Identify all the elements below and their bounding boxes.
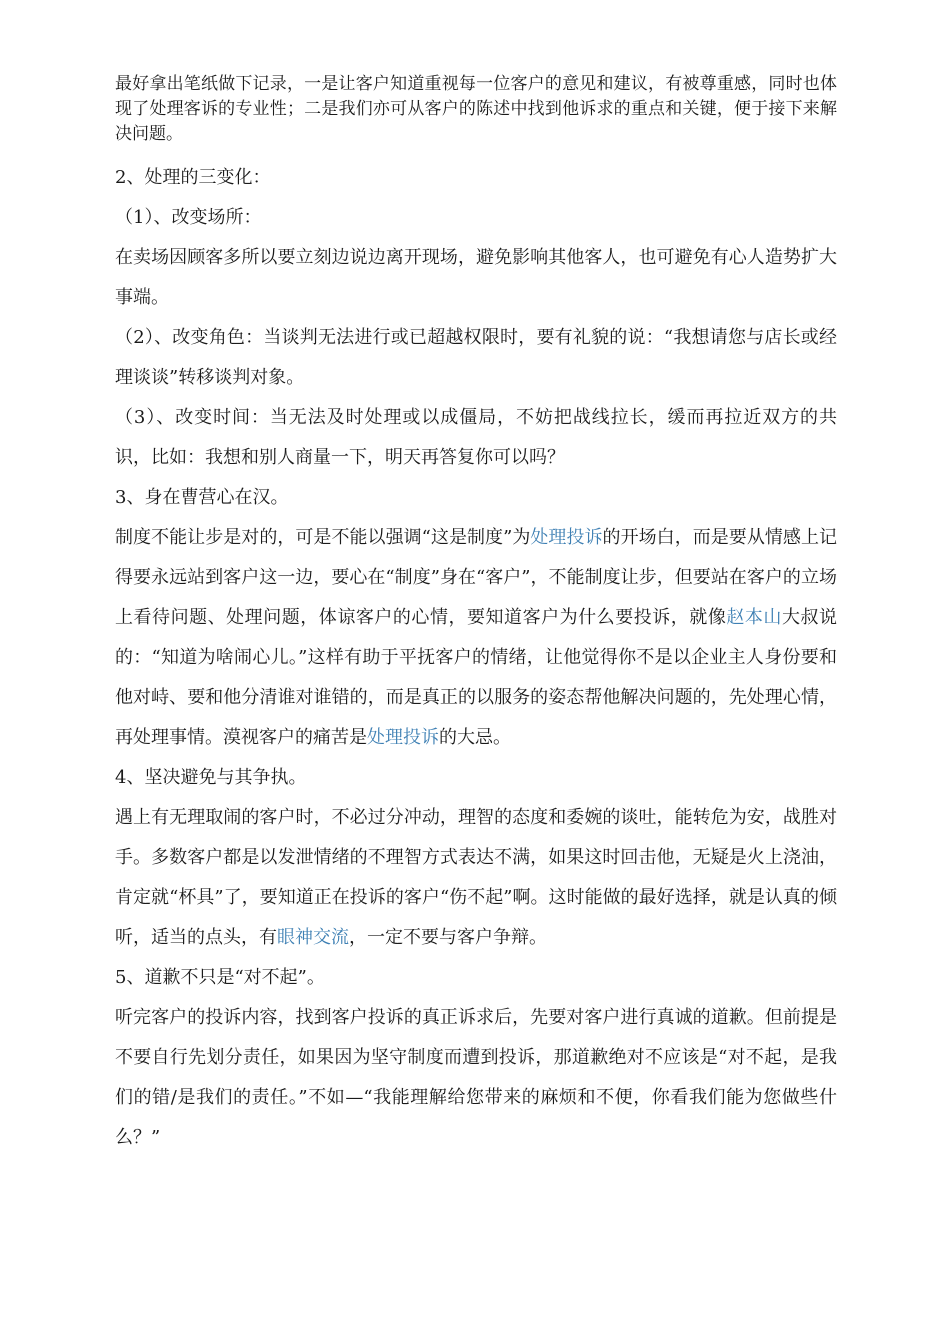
- link-complaint-handling-2[interactable]: 处理投诉: [367, 727, 439, 748]
- link-eye-contact[interactable]: 眼神交流: [277, 927, 349, 948]
- section-2-item-3: （3）、改变时间：当无法及时处理或以成僵局，不妨把战线拉长，缓而再拉近双方的共识，比如：我想和别人商量一下，明天再答复你可以吗？: [115, 407, 837, 468]
- intro-paragraph: 最好拿出笔纸做下记录，一是让客户知道重视每一位客户的意见和建议，有被尊重感，同时也体现了处理客诉的专业性；二是我们亦可从客户的陈述中找到他诉求的重点和关键，便于接下来解决问题。: [115, 74, 837, 144]
- section-4-heading: 4、坚决避免与其争执。: [115, 767, 307, 788]
- section-3-text-2: 的开场白，而是要从情感上记得要永远站到客户这一边，要心在“制度”身在“客户”，不能制度让步，但要站在客户的立场上看待问题、处理问题，体谅客户的心情，要知道客户为什么要投诉，就像: [115, 527, 838, 628]
- section-2-heading: 2、处理的三变化：: [115, 167, 271, 188]
- section-5-body: 听完客户的投诉内容，找到客户投诉的真正诉求后，先要对客户进行真诚的道歉。但前提是不要自行先划分责任，如果因为坚守制度而遭到投诉，那道歉绝对不应该是“对不起，是我们的错/是我们的责任。”不如—“我能理解给您带来的麻烦和不便，你看我们能为您做些什么？”: [115, 1007, 837, 1148]
- section-4-text-1: 遇上有无理取闹的客户时，不必过分冲动，理智的态度和委婉的谈吐，能转危为安，战胜对手。多数客户都是以发泄情绪的不理智方式表达不满，如果这时回击他，无疑是火上浇油，肯定就“杯具”了，要知道正在投诉的客户“伤不起”啊。这时能做的最好选择，就是认真的倾听，适当的点头，有: [115, 807, 837, 948]
- link-zhao-benshan[interactable]: 赵本山: [726, 607, 782, 628]
- section-2-item-1-body: 在卖场因顾客多所以要立刻边说边离开现场，避免影响其他客人，也可避免有心人造势扩大事端。: [115, 247, 837, 308]
- section-4-body: [115, 798, 837, 958]
- section-3-body: [115, 518, 837, 758]
- section-5-heading: 5、道歉不只是“对不起”。: [115, 967, 325, 988]
- section-3-text-1: 制度不能让步是对的，可是不能以强调“这是制度”为: [115, 527, 531, 548]
- section-3-heading: 3、身在曹营心在汉。: [115, 487, 289, 508]
- section-3-text-3: 大叔说的：“知道为啥闹心儿。”这样有助于平抚客户的情绪，让他觉得你不是以企业主人身份要和他对峙、要和他分清谁对谁错的，而是真正的以服务的姿态帮他解决问题的，先处理心情，再处理事情。漠视客户的痛苦是: [115, 607, 838, 748]
- link-complaint-handling-1[interactable]: 处理投诉: [530, 527, 603, 548]
- section-3-text-4: 的大忌。: [439, 727, 511, 748]
- document-page: [115, 72, 837, 1158]
- section-2-item-2: （2）、改变角色：当谈判无法进行或已超越权限时，要有礼貌的说：“我想请您与店长或经理谈谈”转移谈判对象。: [115, 327, 837, 388]
- section-2-item-1-heading: （1）、改变场所：: [115, 207, 262, 228]
- section-4-text-2: ，一定不要与客户争辩。: [349, 927, 547, 948]
